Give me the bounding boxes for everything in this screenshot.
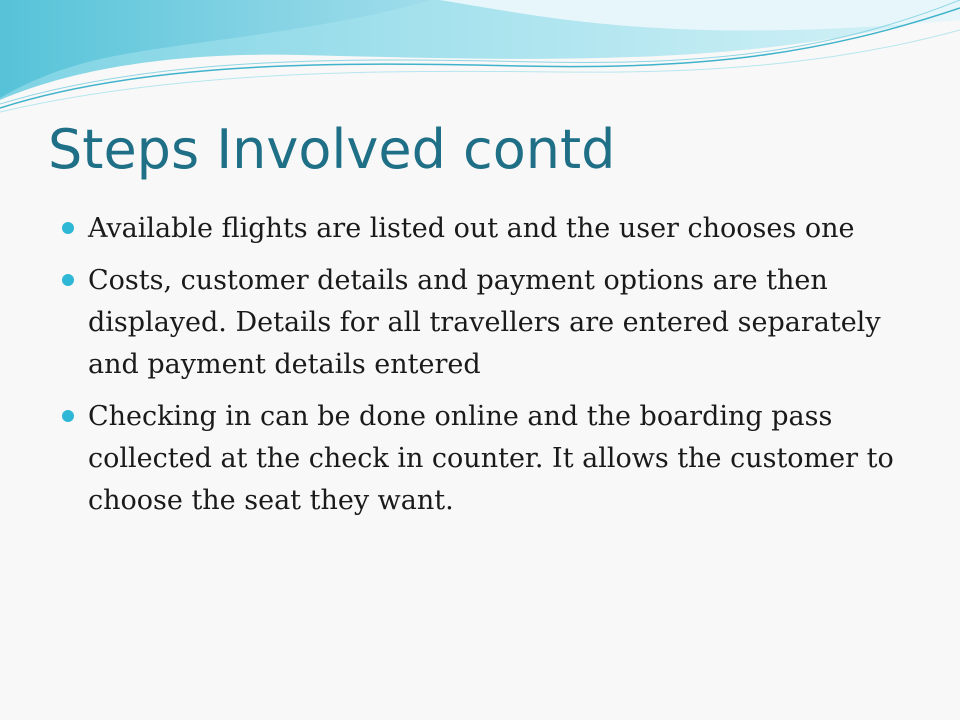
bullet-dot-icon [62,274,74,286]
bullet-text: Checking in can be done online and the boarding pass collected at the check in counter. It allows the customer to choose the seat they want. [88,401,894,516]
slide-title: Steps Involved contd [48,118,616,181]
bullet-list [60,208,920,532]
list-item [60,260,920,386]
bullet-dot-icon [62,410,74,422]
bullet-dot-icon [62,222,74,234]
bullet-text: Available flights are listed out and the user chooses one [88,213,855,244]
header-wave-decoration [0,0,960,120]
list-item [60,208,920,250]
list-item [60,396,920,522]
bullet-text: Costs, customer details and payment options are then displayed. Details for all travellers are entered separately and payment details entered [88,265,881,380]
